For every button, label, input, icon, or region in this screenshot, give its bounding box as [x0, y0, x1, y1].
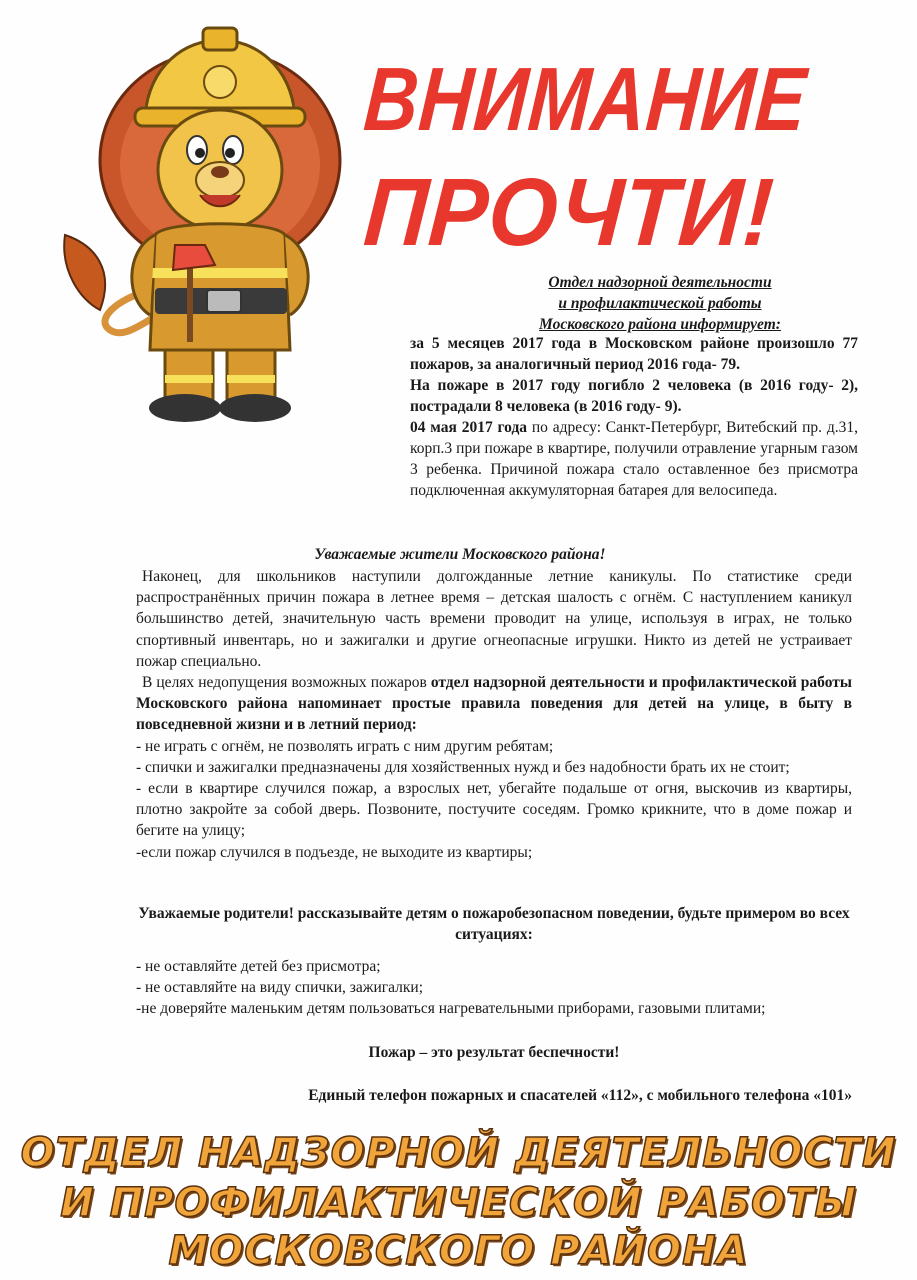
- department-line-3: Московского района информирует:: [539, 316, 781, 333]
- purpose-lead: В целях недопущения возможных пожаров: [142, 674, 431, 692]
- headline-line-2: ПРОЧТИ!: [360, 159, 778, 266]
- main-body: [136, 566, 852, 863]
- parent-rule-3: -не доверяйте маленьким детям пользоваться нагревательными приборами, газовыми плитами;: [136, 1000, 766, 1017]
- department-heading: [470, 272, 850, 335]
- footer-line-1: ОТДЕЛ НАДЗОРНОЙ ДЕЯТЕЛЬНОСТИ: [20, 1130, 897, 1176]
- child-rule-3: - если в квартире случился пожар, а взрослых нет, убегайте подальше от огня, выскочив из квартиры, плотно закройте за собой дверь. Позвоните, постучите соседям. Громко крикните, что в доме пожар и бегите на улицу;: [136, 780, 852, 840]
- child-rule-2: - спички и зажигалки предназначены для хозяйственных нужд и без надобности брать их не стоит;: [136, 758, 790, 776]
- footer-line-3: МОСКОВСКОГО РАЙОНА: [168, 1228, 749, 1274]
- purpose-bold: отдел надзорной деятельности и профилактической работы Московского района напоминает простые правила поведения для детей на улице, в быту в повседневной жизни и в летний период:: [136, 674, 852, 734]
- parents-rules: [136, 956, 852, 1019]
- stats-fires: за 5 месяцев 2017 года в Московском районе произошло 77 пожаров, за аналогичный период 2016 года- 79.: [410, 335, 858, 373]
- footer-line-2: И ПРОФИЛАКТИЧЕСКОЙ РАБОТЫ: [60, 1180, 857, 1226]
- headline-line-1: ВНИМАНИЕ: [361, 50, 810, 150]
- statistics-block: [410, 333, 858, 501]
- child-rule-4: -если пожар случился в подъезде, не выходите из квартиры;: [136, 843, 533, 861]
- parent-rule-1: - не оставляйте детей без присмотра;: [136, 958, 381, 975]
- incident-date: 04 мая 2017 года: [410, 419, 528, 436]
- motto: Пожар – это результат беспечности!: [368, 1044, 620, 1061]
- parents-heading: Уважаемые родители! рассказывайте детям о пожаробезопасном поведении, будьте примером во всех ситуациях:: [138, 905, 850, 943]
- mascot-illustration: [55, 20, 365, 430]
- department-line-2: и профилактической работы: [558, 295, 762, 312]
- department-line-1: Отдел надзорной деятельности: [548, 274, 772, 291]
- body-intro: Наконец, для школьников наступили долгожданные летние каникулы. По статистике среди распространённых причин пожара в летнее время – детская шалость с огнём. С наступлением каникул большинство детей, значительную часть времени проводит на улице, используя в играх, не только спортивный инвентарь, но и зажигалки и другие огнеопасные игрушки. Никто из детей не устраивает пожар специально.: [136, 568, 852, 670]
- firefighter-lion-icon: [55, 20, 365, 430]
- child-rule-1: - не играть с огнём, не позволять играть с ним другим ребятам;: [136, 737, 554, 755]
- parent-rule-2: - не оставляйте на виду спички, зажигалки;: [136, 979, 424, 996]
- residents-greeting: Уважаемые жители Московского района!: [314, 546, 606, 563]
- incident-description: по адресу: Санкт-Петербург, Витебский пр. д.31, корп.3 при пожаре в квартире, получили отравление угарным газом 3 ребенка. Причиной пожара стало оставленное без присмотра подключенная аккумуляторная батарея для велосипеда.: [410, 419, 858, 499]
- body-purpose: [136, 672, 852, 736]
- stats-casualties: На пожаре в 2017 году погибло 2 человека (в 2016 году- 2), пострадали 8 человека (в 2016 году- 9).: [410, 377, 858, 415]
- emergency-phone: Единый телефон пожарных и спасателей «112», с мобильного телефона «101»: [308, 1087, 852, 1104]
- stats-incident: [410, 417, 858, 501]
